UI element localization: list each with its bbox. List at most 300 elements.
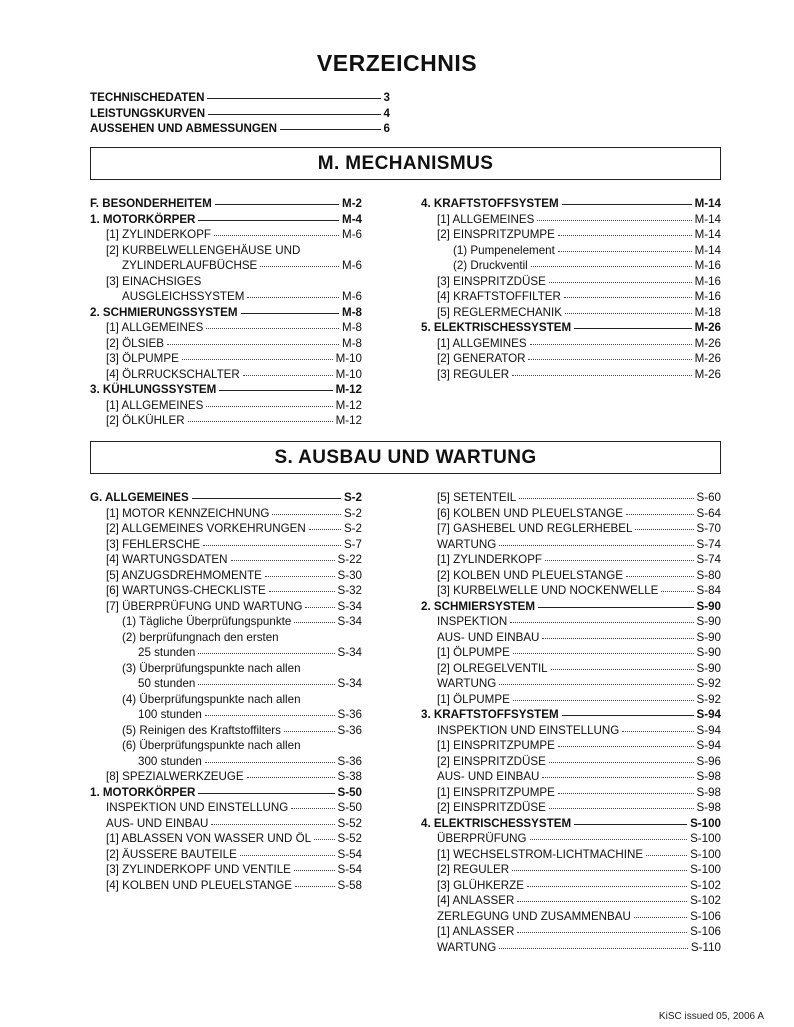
leader-line — [167, 344, 339, 345]
toc-entry — [90, 692, 362, 708]
toc-entry-page: M-6 — [342, 228, 362, 241]
toc-entry-page: S-58 — [337, 878, 362, 892]
top-toc-list — [90, 90, 390, 137]
toc-entry-page: S-102 — [690, 878, 721, 892]
toc-entry-page: 3 — [383, 91, 390, 104]
toc-entry-page: S-30 — [337, 568, 362, 582]
toc-entry-page: M-16 — [694, 274, 721, 288]
leader-line — [558, 746, 694, 747]
leader-line — [214, 235, 339, 236]
toc-entry-page: S-90 — [696, 615, 721, 628]
toc-entry-label: [3] ZYLINDERKOPF UND VENTILE — [106, 863, 291, 876]
toc-entry-label: [3] FEHLERSCHE — [106, 537, 201, 551]
section-heading-mechanismus: M. MECHANISMUS — [90, 147, 721, 180]
toc-entry — [90, 614, 362, 630]
toc-entry — [90, 258, 362, 274]
leader-line — [512, 375, 691, 376]
toc-entry-page: S-100 — [690, 847, 721, 861]
toc-entry — [90, 289, 362, 305]
leader-line — [531, 266, 692, 267]
toc-entry-page: M-14 — [694, 197, 721, 210]
toc-entry — [421, 862, 721, 878]
toc-entry — [421, 320, 721, 336]
leader-line — [549, 762, 694, 763]
leader-line — [499, 545, 693, 546]
leader-line — [206, 328, 339, 329]
toc-entry-page: S-94 — [696, 723, 721, 737]
toc-entry-page: S-98 — [696, 770, 721, 783]
toc-entry-page: M-16 — [694, 259, 721, 272]
toc-entry-label: ZERLEGUNG UND ZUSAMMENBAU — [437, 909, 631, 923]
toc-entry — [90, 351, 362, 367]
toc-entry — [421, 769, 721, 785]
toc-entry-label: 4. KRAFTSTOFFSYSTEM — [421, 197, 559, 210]
toc-entry — [421, 351, 721, 367]
toc-entry-label: [3] EINACHSIGES — [106, 274, 202, 288]
toc-entry-label: [1] WECHSELSTROM-LICHTMACHINE — [437, 847, 644, 861]
toc-entry — [90, 754, 362, 770]
toc-entry-label: [2] KOLBEN UND PLEUELSTANGE — [437, 568, 623, 582]
toc-entry — [90, 336, 362, 352]
toc-entry-page: S-54 — [337, 863, 362, 876]
leader-line — [517, 932, 687, 933]
toc-entry-page: S-100 — [690, 863, 721, 876]
toc-entry — [421, 754, 721, 770]
toc-entry-page: M-14 — [694, 243, 721, 257]
leader-line — [294, 622, 334, 623]
toc-entry — [90, 583, 362, 599]
toc-entry — [421, 831, 721, 847]
toc-entry-label: [1] MOTOR KENNZEICHNUNG — [106, 506, 270, 520]
toc-entry-page: S-98 — [696, 785, 721, 799]
leader-line — [269, 591, 335, 592]
leader-line — [280, 129, 381, 130]
leader-line — [517, 901, 687, 902]
leader-line — [272, 514, 341, 515]
toc-entry-label: [4] KOLBEN UND PLEUELSTANGE — [106, 878, 292, 892]
toc-entry-page: M-14 — [694, 212, 721, 226]
leader-line — [284, 731, 335, 732]
toc-entry — [90, 785, 362, 801]
toc-entry-label: 2. SCHMIERSYSTEM — [421, 599, 536, 613]
toc-entry-page: M-12 — [335, 383, 362, 396]
leader-line — [528, 359, 691, 360]
toc-entry-label: [2] ALLGEMEINES VORKEHRUNGEN — [106, 522, 306, 535]
toc-entry — [421, 893, 721, 909]
leader-line — [622, 731, 693, 732]
toc-entry-label: [4] ÖLRRUCKSCHALTER — [106, 367, 240, 381]
toc-entry — [421, 336, 721, 352]
leader-line — [634, 917, 687, 918]
leader-line — [205, 762, 335, 763]
toc-entry-label: WARTUNG — [437, 537, 497, 551]
toc-entry-page: S-34 — [337, 615, 362, 628]
toc-entry-page: S-52 — [337, 832, 362, 845]
toc-entry-label: [1] ANLASSER — [437, 925, 515, 938]
toc-entry-label: (2) berprüfungnach den ersten — [122, 630, 279, 644]
toc-entry-label: 3. KÜHLUNGSSYSTEM — [90, 383, 217, 396]
leader-line — [513, 653, 694, 654]
leader-line — [562, 715, 694, 716]
toc-entry-label: 1. MOTORKÖRPER — [90, 212, 196, 226]
toc-entry-label: [2] ÖLKÜHLER — [106, 414, 185, 427]
toc-entry-page: S-92 — [696, 692, 721, 706]
toc-entry-label: INSPEKTION UND EINSTELLUNG — [106, 801, 289, 814]
leader-line — [512, 870, 687, 871]
toc-entry — [90, 707, 362, 723]
toc-entry — [421, 568, 721, 584]
leader-line — [198, 793, 334, 794]
leader-line — [574, 824, 687, 825]
toc-entry — [421, 723, 721, 739]
toc-entry-page: M-12 — [335, 398, 362, 412]
toc-entry-page: S-2 — [343, 491, 362, 504]
toc-entry — [421, 490, 721, 506]
toc-entry — [90, 320, 362, 336]
leader-line — [626, 576, 694, 577]
toc-entry-label: AUSGLEICHSSYSTEM — [122, 290, 245, 303]
leader-line — [558, 793, 694, 794]
toc-entry-page: S-54 — [337, 847, 362, 861]
toc-entry-page: M-10 — [335, 367, 362, 381]
toc-entry-label: [7] GASHEBEL UND REGLERHEBEL — [437, 522, 633, 535]
toc-entry-page: S-70 — [696, 522, 721, 535]
leader-line — [646, 855, 687, 856]
toc-entry-label: [3] KURBELWELLE UND NOCKENWELLE — [437, 584, 659, 597]
toc-entry-page: S-90 — [696, 646, 721, 659]
toc-entry — [421, 367, 721, 383]
leader-line — [247, 297, 339, 298]
leader-line — [527, 886, 687, 887]
toc-entry-label: [3] ÖLPUMPE — [106, 352, 179, 365]
leader-line — [206, 406, 332, 407]
leader-line — [309, 529, 341, 530]
toc-entry — [421, 552, 721, 568]
leader-line — [198, 653, 334, 654]
toc-entry-page: M-26 — [694, 321, 721, 334]
toc-entry — [421, 676, 721, 692]
toc-entry-page: S-38 — [337, 770, 362, 783]
toc-entry-label: (2) Druckventil — [453, 259, 528, 272]
toc-entry-page: M-16 — [694, 290, 721, 303]
toc-entry-page: M-6 — [342, 290, 362, 303]
toc-entry-label: [4] KRAFTSTOFFILTER — [437, 290, 561, 303]
toc-entry-page: M-8 — [342, 336, 362, 350]
toc-entry-label: [2] ÄUSSERE BAUTEILE — [106, 847, 237, 861]
leader-line — [231, 560, 335, 561]
toc-entry — [421, 196, 721, 212]
toc-entry-page: S-60 — [696, 491, 721, 504]
leader-line — [182, 359, 333, 360]
toc-entry-label: 50 stunden — [138, 677, 196, 690]
toc-entry — [90, 305, 362, 321]
leader-line — [265, 576, 335, 577]
leader-line — [551, 669, 694, 670]
leader-line — [295, 886, 335, 887]
toc-entry — [90, 196, 362, 212]
toc-entry-label: [2] EINSPRITZPUMPE — [437, 228, 555, 241]
toc-entry-label: 300 stunden — [138, 754, 202, 768]
toc-entry-label: [1] ALLGEMEINES — [437, 212, 535, 226]
leader-line — [513, 700, 694, 701]
toc-entry — [90, 645, 362, 661]
toc-entry-page: S-34 — [337, 599, 362, 613]
toc-entry — [90, 382, 362, 398]
toc-entry — [421, 630, 721, 646]
toc-entry — [421, 537, 721, 553]
leader-line — [241, 313, 340, 314]
leader-line — [207, 98, 380, 99]
leader-line — [305, 607, 334, 608]
toc-entry-label: [5] ANZUGSDREHMOMENTE — [106, 568, 262, 582]
toc-entry-label: [1] ÖLPUMPE — [437, 692, 510, 706]
leader-line — [499, 684, 693, 685]
leader-line — [192, 498, 341, 499]
toc-entry-page: S-74 — [696, 537, 721, 551]
toc-entry-page: S-110 — [690, 940, 721, 954]
toc-entry-label: [3] REGULER — [437, 367, 510, 381]
toc-entry — [421, 289, 721, 305]
toc-entry — [90, 599, 362, 615]
toc-entry-page: S-50 — [337, 801, 362, 814]
leader-line — [635, 529, 693, 530]
toc-entry-label: [4] ANLASSER — [437, 894, 515, 907]
toc-entry — [421, 212, 721, 228]
toc-entry — [90, 630, 362, 646]
toc-entry — [421, 692, 721, 708]
toc-entry — [421, 614, 721, 630]
toc-entry-label: [1] ALLGEMINES — [437, 336, 527, 350]
toc-entry — [421, 506, 721, 522]
toc-entry-label: 1. MOTORKÖRPER — [90, 785, 196, 799]
toc-entry-label: [2] REGULER — [437, 863, 510, 876]
toc-entry-label: [5] REGLERMECHANIK — [437, 305, 562, 319]
toc-entry — [421, 816, 721, 832]
toc-entry-page: S-7 — [343, 537, 362, 551]
toc-entry-page: S-90 — [696, 599, 721, 613]
leader-line — [530, 344, 692, 345]
toc-entry — [421, 847, 721, 863]
leader-line — [558, 235, 692, 236]
toc-entry-page: S-100 — [690, 832, 721, 845]
toc-entry — [90, 212, 362, 228]
toc-entry — [90, 274, 362, 290]
toc-entry-page: S-94 — [696, 708, 721, 721]
toc-entry-page: S-80 — [696, 568, 721, 582]
leader-line — [499, 948, 688, 949]
leader-line — [198, 220, 339, 221]
leader-line — [549, 808, 694, 809]
toc-entry — [421, 305, 721, 321]
toc-entry — [90, 106, 390, 122]
toc-entry-page: S-36 — [337, 754, 362, 768]
toc-entry-page: M-6 — [342, 259, 362, 272]
toc-entry — [421, 940, 721, 956]
toc-entry — [90, 878, 362, 894]
toc-entry — [90, 121, 390, 137]
toc-entry-label: (5) Reinigen des Kraftstoffilters — [122, 723, 281, 737]
toc-entry-label: [3] GLÜHKERZE — [437, 878, 524, 892]
toc-entry-label: 100 stunden — [138, 708, 202, 721]
toc-entry-label: [2] EINSPRITZDÜSE — [437, 754, 546, 768]
toc-entry — [90, 506, 362, 522]
toc-entry — [421, 583, 721, 599]
section-heading-ausbau-und-wartung: S. AUSBAU UND WARTUNG — [90, 441, 721, 474]
leader-line — [542, 777, 693, 778]
toc-entry-page: S-98 — [696, 801, 721, 814]
toc-entry-label: 25 stunden — [138, 646, 196, 659]
toc-entry — [421, 645, 721, 661]
leader-line — [215, 204, 339, 205]
toc-entry-label: [1] ZYLINDERKOPF — [106, 228, 212, 241]
leader-line — [549, 282, 692, 283]
leader-line — [562, 204, 692, 205]
toc-entry — [421, 599, 721, 615]
toc-entry-label: G. ALLGEMEINES — [90, 491, 189, 504]
leader-line — [211, 824, 334, 825]
toc-entry-page: M-26 — [694, 367, 721, 381]
wartung-left-column — [90, 490, 362, 893]
toc-entry-page: S-34 — [337, 646, 362, 659]
toc-entry — [421, 243, 721, 259]
leader-line — [291, 808, 334, 809]
toc-entry — [421, 521, 721, 537]
mechanismus-left-column — [90, 196, 362, 429]
toc-entry — [90, 723, 362, 739]
toc-entry-label: [6] KOLBEN UND PLEUELSTANGE — [437, 506, 623, 520]
toc-entry-label: LEISTUNGSKURVEN — [90, 106, 206, 120]
toc-entry-label: [8] SPEZIALWERKZEUGE — [106, 770, 244, 783]
toc-entry-page: M-12 — [335, 414, 362, 427]
toc-entry-page: M-8 — [342, 305, 362, 319]
toc-entry-label: ÜBERPRÜFUNG — [437, 832, 527, 845]
toc-entry-label: AUSSEHEN UND ABMESSUNGEN — [90, 122, 278, 135]
toc-entry-page: M-26 — [694, 352, 721, 365]
toc-entry-page: S-100 — [690, 816, 721, 830]
toc-entry-label: WARTUNG — [437, 940, 497, 954]
toc-entry-label: [6] WARTUNGS-CHECKLISTE — [106, 584, 266, 597]
toc-entry — [421, 878, 721, 894]
toc-entry-page: S-52 — [337, 816, 362, 830]
toc-entry — [90, 661, 362, 677]
toc-entry — [90, 537, 362, 553]
toc-entry-page: M-4 — [342, 212, 362, 226]
toc-entry — [90, 862, 362, 878]
toc-entry-page: S-90 — [696, 630, 721, 644]
toc-entry-page: S-106 — [690, 909, 721, 923]
leader-line — [537, 220, 691, 221]
toc-entry-label: 5. ELEKTRISCHESSYSTEM — [421, 321, 572, 334]
toc-entry-label: [4] WARTUNGSDATEN — [106, 553, 228, 566]
toc-entry-page: S-92 — [696, 677, 721, 690]
toc-entry-label: [2] EINSPRITZDÜSE — [437, 801, 546, 814]
toc-entry-label: [3] EINSPRITZDÜSE — [437, 274, 546, 288]
leader-line — [205, 715, 335, 716]
toc-entry-page: S-36 — [337, 723, 362, 737]
toc-entry — [90, 847, 362, 863]
toc-entry-label: (6) Überprüfungspunkte nach allen — [122, 739, 301, 752]
leader-line — [626, 514, 694, 515]
toc-entry-page: S-74 — [696, 553, 721, 566]
toc-entry — [90, 831, 362, 847]
toc-entry-label: TECHNISCHEDATEN — [90, 91, 205, 104]
toc-entry-label: [1] ALLGEMEINES — [106, 398, 204, 412]
leader-line — [565, 313, 692, 314]
toc-entry-page: S-106 — [690, 925, 721, 938]
toc-entry-label: 4. ELEKTRISCHESSYSTEM — [421, 816, 572, 830]
toc-entry-label: [1] ZYLINDERKOPF — [437, 553, 543, 566]
toc-entry-label: [1] ABLASSEN VON WASSER UND ÖL — [106, 832, 312, 845]
toc-entry-label: INSPEKTION — [437, 615, 508, 628]
toc-entry — [90, 769, 362, 785]
toc-entry — [90, 413, 362, 429]
leader-line — [260, 266, 339, 267]
mechanismus-right-column — [421, 196, 721, 382]
toc-entry-page: S-96 — [696, 754, 721, 768]
leader-line — [198, 684, 334, 685]
toc-entry-page: S-2 — [343, 522, 362, 535]
toc-entry-label: ZYLINDERLAUFBÜCHSE — [122, 259, 258, 272]
toc-entry-page: 6 — [383, 122, 390, 135]
toc-entry-page: S-94 — [696, 739, 721, 752]
toc-entry — [90, 552, 362, 568]
page-title: VERZEICHNIS — [316, 50, 478, 76]
toc-entry-label: (1) Tägliche Überprüfungspunkte — [122, 615, 292, 628]
toc-entry-page: S-36 — [337, 708, 362, 721]
toc-entry-label: [1] EINSPRITZPUMPE — [437, 785, 555, 799]
toc-entry-page: M-18 — [694, 305, 721, 319]
leader-line — [558, 251, 692, 252]
leader-line — [294, 870, 335, 871]
toc-entry-page: 4 — [383, 106, 390, 120]
toc-entry — [421, 258, 721, 274]
toc-entry-label: [1] ÖLPUMPE — [437, 646, 510, 659]
toc-entry-page: M-14 — [694, 228, 721, 241]
toc-entry-page: M-8 — [342, 321, 362, 334]
toc-entry — [90, 227, 362, 243]
toc-entry-page: S-102 — [690, 894, 721, 907]
toc-entry — [421, 924, 721, 940]
toc-entry-page: M-26 — [694, 336, 721, 350]
leader-line — [574, 328, 691, 329]
toc-entry-label: 2. SCHMIERUNGSSYSTEM — [90, 305, 238, 319]
leader-line — [314, 839, 334, 840]
toc-entry-label: (1) Pumpenelement — [453, 243, 555, 257]
toc-entry-page: S-22 — [337, 553, 362, 566]
wartung-right-column — [421, 490, 721, 955]
leader-line — [510, 622, 693, 623]
toc-entry — [90, 676, 362, 692]
toc-entry-page: S-50 — [337, 785, 362, 799]
toc-entry-label: AUS- UND EINBAU — [106, 816, 209, 830]
toc-entry — [90, 738, 362, 754]
toc-entry-page: S-90 — [696, 661, 721, 675]
toc-entry — [421, 800, 721, 816]
toc-entry — [90, 490, 362, 506]
toc-entry — [421, 661, 721, 677]
toc-entry — [90, 800, 362, 816]
toc-entry-page: S-84 — [696, 584, 721, 597]
toc-entry-label: [1] EINSPRITZPUMPE — [437, 739, 555, 752]
leader-line — [538, 607, 693, 608]
toc-entry — [90, 568, 362, 584]
toc-entry — [90, 243, 362, 259]
toc-entry-label: [2] KURBELWELLENGEHÄUSE UND — [106, 243, 301, 257]
toc-entry-label: F. BESONDERHEITEM — [90, 197, 212, 210]
toc-entry-label: [2] OLREGELVENTIL — [437, 661, 548, 675]
toc-entry-page: S-34 — [337, 677, 362, 690]
toc-entry — [421, 738, 721, 754]
